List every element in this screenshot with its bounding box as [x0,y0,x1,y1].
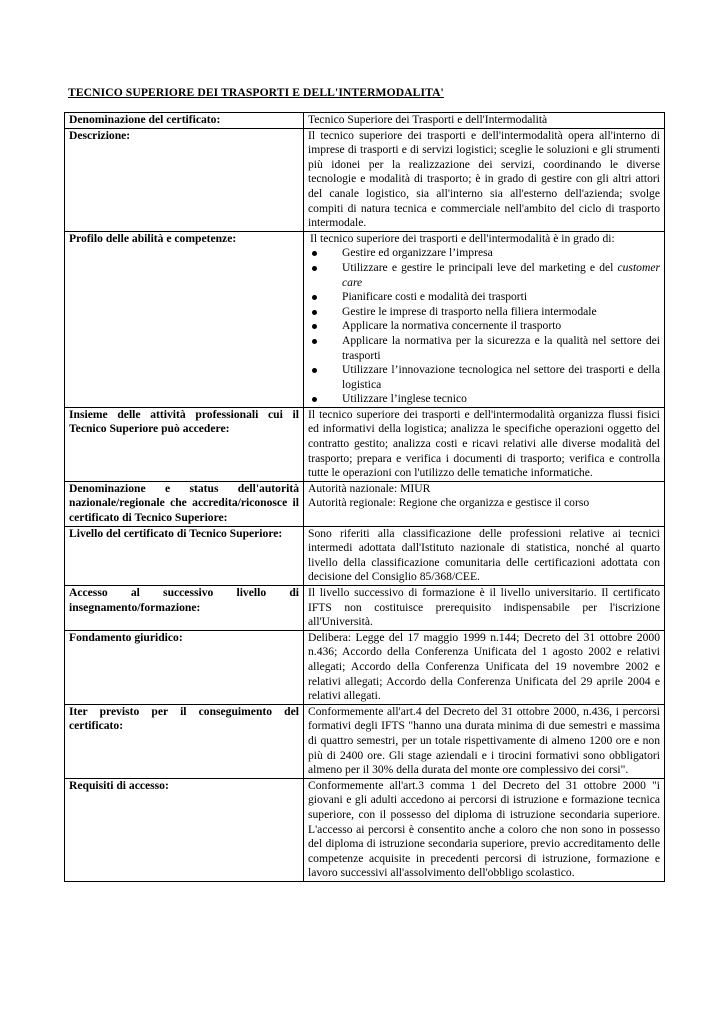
row-label-fondamento: Fondamento giuridico: [65,630,304,704]
row-label-profilo: Profilo delle abilità e competenze: [65,231,304,407]
list-item [332,246,660,261]
row-value-autorita [304,481,665,526]
row-label-descrizione: Descrizione: [65,128,304,231]
table-row [65,526,665,585]
row-value-livello: Sono riferiti alla classificazione delle professioni relative ai tecnici intermedi adottata dall'Istituto nazionale di statistica, nonché al quarto livello della classificazione comunitaria delle certificazioni adottata con decisione del Consiglio 85/368/CEE. [304,526,665,585]
list-item-text: Utilizzare l’innovazione tecnologica nel settore dei trasporti e della logistica [342,363,660,391]
certificate-table [64,112,665,882]
row-label-denominazione: Denominazione del certificato: [65,113,304,129]
list-item-text: Gestire ed organizzare l’impresa [342,246,493,260]
row-label-livello: Livello del certificato di Tecnico Superiore: [65,526,304,585]
list-item-text: Gestire le imprese di trasporto nella filiera intermodale [342,304,597,318]
row-value-accesso: Il livello successivo di formazione è il livello universitario. Il certificato IFTS non costituisce prerequisito indispensabile per l'iscrizione all'Università. [304,586,665,631]
list-item [332,392,660,407]
row-label-attivita: Insieme delle attività professionali cui il Tecnico Superiore può accedere: [65,407,304,481]
list-item [332,290,660,305]
bullet-icon [312,251,317,256]
table-row [65,586,665,631]
row-value-attivita: Il tecnico superiore dei trasporti e dell'intermodalità organizza flussi fisici ed informativi della logistica; analizza le specifiche operazioni oggetto del contratto gestito; analizza costi e ricavi relativi alle diverse modalità del trasporto; prepara e verifica i documenti di trasporto; verifica e controlla tutte le operazioni con l'utilizzo delle tematiche informatiche. [304,407,665,481]
list-item [332,334,660,363]
profilo-intro: Il tecnico superiore dei trasporti e dell'intermodalità è in grado di: [310,231,615,245]
row-label-accesso: Accesso al successivo livello di insegnamento/formazione: [65,586,304,631]
bullet-icon [312,310,317,315]
list-item-text: Pianificare costi e modalità dei trasporti [342,290,528,304]
bullet-icon [312,339,317,344]
row-value-profilo [304,231,665,407]
row-value-descrizione: Il tecnico superiore dei trasporti e dell'intermodalità opera all'interno di imprese di trasporti e di servizi logistici; sceglie le soluzioni e gli strumenti più idonei per la realizzazione dei servizi, coordinando le diverse tecnologie e modalità di trasporto; è in grado di gestire con gli altri attori del canale logistico, sia all'interno sia all'esterno dell'azienda; svolge compiti di natura tecnica e commerciale nell'ambito del ciclo di trasporto intermodale. [304,128,665,231]
list-item-text: Utilizzare e gestire le principali leve del marketing e del [342,260,614,274]
row-value-fondamento: Delibera: Legge del 17 maggio 1999 n.144; Decreto del 31 ottobre 2000 n.436; Accordo della Conferenza Unificata del 1 agosto 2002 e relativi allegati; Accordo della Conferenza Unificata del 19 novembre 2002 e relativi allegati; Accordo della Conferenza Unificata del 29 aprile 2004 e relativi allegati. [304,630,665,704]
list-item-text: Applicare la normativa per la sicurezza e la qualità nel settore dei trasporti [342,333,660,362]
row-label-autorita: Denominazione e status dell'autorità nazionale/regionale che accredita/riconosce il certificato di Tecnico Superiore: [65,481,304,526]
bullet-icon [312,295,317,300]
table-row [65,778,665,881]
bullet-icon [312,324,317,329]
table-row [65,481,665,526]
table-row [65,407,665,481]
list-item [332,261,660,290]
table-row [65,113,665,129]
row-value-iter: Conformemente all'art.4 del Decreto del 31 ottobre 2000, n.436, i percorsi formativi degli IFTS "hanno una durata minima di due semestri e massima di quattro semestri, per un totale rispettivamente di almeno 1200 ore e non più di 2400 ore. Gli stage aziendali e i tirocini formativi sono obbligatori almeno per il 30% della durata del monte ore complessivo dei corsi". [304,704,665,778]
bullet-icon [312,266,317,271]
list-item-text: Utilizzare l’inglese tecnico [342,392,467,406]
autorita-nazionale: Autorità nazionale: MIUR [308,481,431,495]
bullet-icon [312,397,317,402]
list-item-italic-text: customer care [342,260,660,289]
list-item [332,305,660,320]
table-row [65,231,665,407]
row-label-iter: Iter previsto per il conseguimento del certificato: [65,704,304,778]
row-value-requisiti: Conformemente all'art.3 comma 1 del Decreto del 31 ottobre 2000 "i giovani e gli adulti accedono ai percorsi di istruzione e formazione tecnica superiore, con il possesso del diploma di istruzione secondaria superiore. L'accesso ai percorsi è consentito anche a coloro che non sono in possesso del diploma di istruzione secondaria superiore, previo accreditamento delle competenze acquisite in precedenti percorsi di istruzione, formazione e lavoro successivi all'assolvimento dell'obbligo scolastico. [304,778,665,881]
list-item [332,363,660,392]
table-row [65,704,665,778]
document-title: TECNICO SUPERIORE DEI TRASPORTI E DELL'INTERMODALITA' [68,86,444,99]
list-item [332,319,660,334]
autorita-regionale: Autorità regionale: Regione che organizza e gestisce il corso [308,496,590,510]
row-label-requisiti: Requisiti di accesso: [65,778,304,881]
table-row [65,630,665,704]
list-item-text: Applicare la normativa concernente il trasporto [342,319,562,333]
competence-list [308,246,660,407]
bullet-icon [312,368,317,373]
row-value-denominazione: Tecnico Superiore dei Trasporti e dell'Intermodalità [304,113,665,129]
table-row [65,128,665,231]
